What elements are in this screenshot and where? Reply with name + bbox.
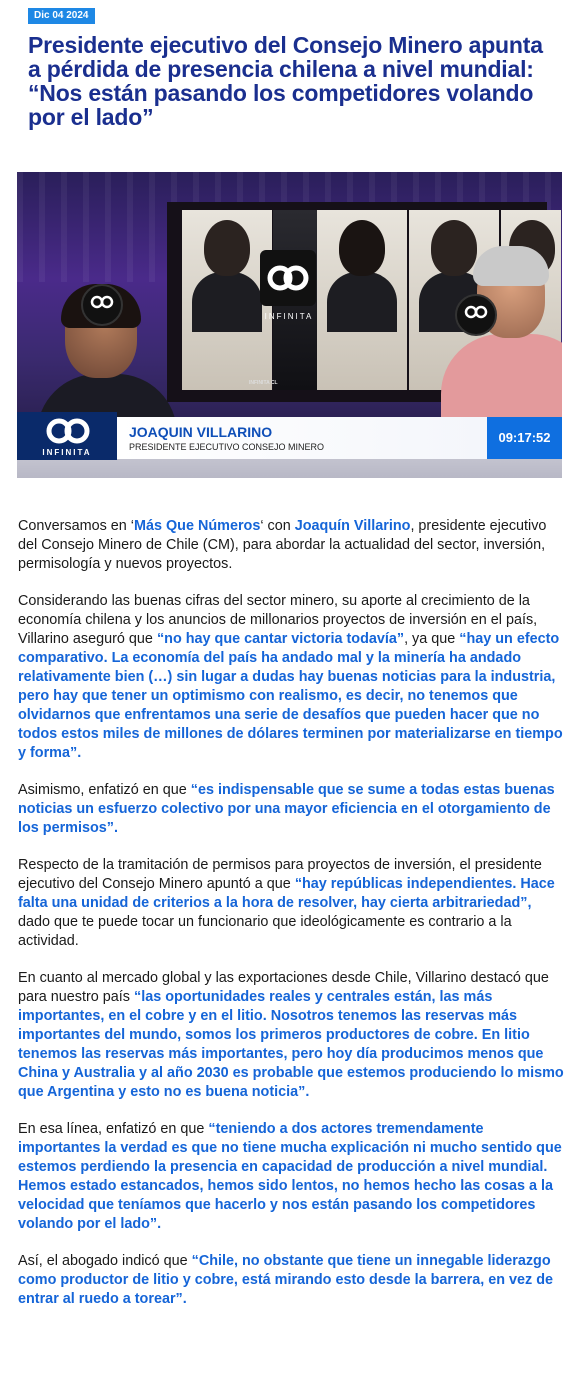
paragraph-6: En esa línea, enfatizó en que “teniendo a dos actores tremendamente importantes la verdad es que no tiene mucha explicación ni mucho sentido que estemos perdiendo la presencia en capacidad de producción a nivel mundial. Hemos estado estancados, hemos sido lentos, no hemos hecho las cosas a la velocidad que teníamos que hacerlo y nos están pasando los competidores volando por el lado”.: [18, 1121, 562, 1232]
quote: “teniendo a dos actores tremendamente importantes la verdad es que no tiene mucha explicación ni mucho sentido que estemos perdiendo la presencia en capacidad de producción a nivel mundial. Hemos estado estancados, hemos sido lentos, no hemos hecho las cosas a la velocidad que teníamos que hacerlo y nos están pasando los competidores volando por el lado”.: [18, 1121, 562, 1232]
lower-third-brand: INFINITA: [42, 448, 92, 457]
infinita-logo-icon: [41, 416, 95, 446]
article-headline: Presidente ejecutivo del Consejo Minero apunta a pérdida de presencia chilena a nivel mundial: “Nos están pasando los competidores volando por el lado”: [28, 32, 543, 130]
paragraph-7: Así, el abogado indicó que “Chile, no obstante que tiene un innegable liderazgo como productor de litio y cobre, está mirando esto desde la barrera, en vez de entrar al ruedo a torear”.: [18, 1253, 554, 1307]
paragraph-4: Respecto de la tramitación de permisos para proyectos de inversión, el presidente ejecutivo del Consejo Minero apuntó a que “hay repúblicas independientes. Hace falta una unidad de criterios a la hora de resolver, hay cierta arbitrariedad”, dado que te puede tocar un funcionario que ideológicamente es contrario a la actividad.: [18, 857, 555, 949]
video-frame[interactable]: [17, 172, 562, 478]
guest-name: JOAQUIN VILLARINO: [129, 424, 273, 440]
infinita-logo-icon: [260, 250, 316, 306]
article-body: [18, 517, 564, 1327]
quote: “hay repúblicas independientes. Hace falta una unidad de criterios a la hora de resolver, hay cierta arbitrariedad”,: [18, 876, 555, 911]
lower-third-name-box: [117, 417, 487, 459]
guest-name-text: Joaquín Villarino: [294, 518, 411, 534]
studio-label: INFINITA CL: [249, 380, 278, 386]
microphone-icon: [81, 284, 123, 326]
quote: “Chile, no obstante que tiene un innegable liderazgo como productor de litio y cobre, está mirando esto desde la barrera, en vez de entrar al ruedo a torear”.: [18, 1253, 554, 1307]
lower-third-logo: [17, 412, 117, 460]
paragraph-5: En cuanto al mercado global y las exportaciones desde Chile, Villarino destacó que para nuestro país “las oportunidades reales y centrales están, las más importantes, en el cobre y en el litio. Nosotros tenemos las reservas más importantes del mundo, somos los primeros productores de cobre. En litio tenemos las reservas más importantes, pero hoy día producimos menos que China y Australia y al año 2030 es probable que estemos produciendo lo mismo que Argentina y esto no es buena noticia”.: [18, 970, 564, 1100]
paragraph-1: Conversamos en ‘Más Que Números‘ con Joaquín Villarino, presidente ejecutivo del Consejo Minero de Chile (CM), para abordar la actualidad del sector, inversión, permisología y nuevos proyectos.: [18, 518, 547, 572]
quote: “es indispensable que se sume a todas estas buenas noticias un esfuerzo colectivo por una mayor eficiencia en el otorgamiento de los permisos”.: [18, 782, 555, 836]
backdrop-portrait: [182, 210, 272, 390]
quote: “hay un efecto comparativo. La economía del país ha andado mal y la minería ha andado relativamente bien (…) sin lugar a dudas hay buenas noticias para la industria, pero hay que tener un optimismo con realismo, es decir, no tenemos que olvidarnos que enfrentamos una serie de desafíos que pueden hacer que no todos estos miles de millones de dólares terminen por materializarse en tiempo y forma”: [18, 631, 563, 761]
quote: “las oportunidades reales y centrales están, las más importantes, en el cobre y en el litio. Nosotros tenemos las reservas más importantes del mundo, somos los primeros productores de cobre. En litio tenemos las reservas más importantes, pero hoy día producimos menos que China y Australia y al año 2030 es probable que estemos produciendo lo mismo que Argentina y esto no es buena noticia”.: [18, 989, 564, 1100]
paragraph-2: Considerando las buenas cifras del sector minero, su aporte al crecimiento de la economía chilena y los anuncios de millonarios proyectos de inversión en el país, Villarino aseguró que “no hay que cantar victoria todavía”, ya que “hay un efecto comparativo. La economía del país ha andado mal y la minería ha andado relativamente bien (…) sin lugar a dudas hay buenas noticias para la industria, pero hay que tener un optimismo con realismo, es decir, no tenemos que olvidarnos que enfrentamos una serie de desafíos que pueden hacer que no todos estos miles de millones de dólares terminen por materializarse en tiempo y forma”.: [18, 593, 563, 761]
guest-role: PRESIDENTE EJECUTIVO CONSEJO MINERO: [129, 442, 325, 452]
backdrop-portrait: [317, 210, 407, 390]
clock-time: 09:17:52: [498, 430, 551, 445]
backdrop-brand: INFINITA: [264, 312, 314, 321]
lower-third-clock: [487, 417, 562, 459]
date-badge: Dic 04 2024: [28, 8, 95, 24]
show-name: Más Que Números: [133, 518, 261, 534]
microphone-icon: [455, 294, 497, 336]
quote: “no hay que cantar victoria todavía”: [156, 631, 405, 647]
paragraph-3: Asimismo, enfatizó en que “es indispensable que se sume a todas estas buenas noticias un esfuerzo colectivo por una mayor eficiencia en el otorgamiento de los permisos”.: [18, 782, 555, 836]
